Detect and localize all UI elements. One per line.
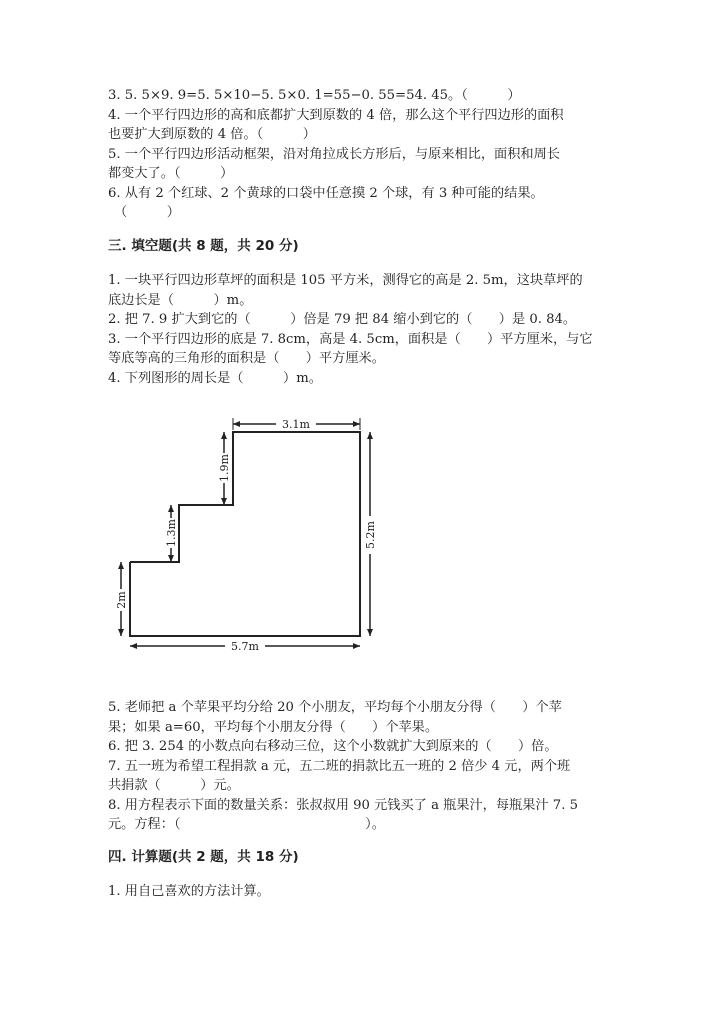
dim-left-label: 2m bbox=[115, 591, 128, 609]
dim-left-arrow-top bbox=[118, 562, 124, 569]
dim-step-low-label: 1.3m bbox=[165, 519, 178, 547]
fill-q3-line2: 等底等高的三角形的面积是（ ）平方厘米。 bbox=[108, 351, 385, 366]
judgement-q5-line2: 都变大了。（ ） bbox=[108, 166, 234, 181]
dim-right-arrow-bottom bbox=[367, 629, 373, 636]
dim-bottom-label: 5.7m bbox=[231, 640, 259, 653]
judgement-q5-line1: 5. 一个平行四边形活动框架，沿对角拉成长方形后，与原来相比，面积和周长 bbox=[108, 146, 560, 162]
perimeter-figure bbox=[108, 405, 378, 660]
judgement-q6-line2: （ ） bbox=[114, 205, 180, 220]
section4-heading: 四. 计算题(共 2 题，共 18 分) bbox=[108, 849, 299, 865]
dim-right-arrow-top bbox=[367, 432, 373, 439]
judgement-questions bbox=[108, 86, 618, 223]
dim-bottom-arrow-right bbox=[353, 643, 360, 649]
fill-q7-line1: 7. 五一班为希望工程捐款 a 元，五二班的捐款比五一班的 2 倍少 4 元，两个班 bbox=[108, 758, 571, 774]
judgement-q6-line1: 6. 从有 2 个红球、2 个黄球的口袋中任意摸 2 个球，有 3 种可能的结果。 bbox=[108, 185, 544, 201]
dim-top-label: 3.1m bbox=[282, 418, 310, 431]
section3-heading: 三. 填空题(共 8 题，共 20 分) bbox=[108, 238, 299, 254]
fill-q1-line1: 1. 一块平行四边形草坪的面积是 105 平方米，测得它的高是 2. 5m，这块草坪的 bbox=[108, 273, 583, 288]
section4-header bbox=[108, 847, 618, 867]
fill-q8-line2: 元。方程：（ ）。 bbox=[108, 817, 385, 832]
fill-q1-line2: 底边长是（ ）m。 bbox=[108, 292, 253, 308]
dim-step-high-arrow-top bbox=[221, 432, 227, 439]
fill-q2: 2. 把 7. 9 扩大到它的（ ）倍是 79 把 84 缩小到它的（ ）是 0. 84。 bbox=[108, 312, 577, 327]
fill-q7-line2: 共捐款（ ）元。 bbox=[108, 778, 240, 793]
judgement-q4-line1: 4. 一个平行四边形的高和底都扩大到原数的 4 倍，那么这个平行四边形的面积 bbox=[108, 107, 564, 123]
dim-top-arrow-right bbox=[353, 421, 360, 427]
judgement-q3: 3. 5. 5×9. 9=5. 5×10−5. 5×0. 1=55−0. 55=54. 45。（ ） bbox=[108, 88, 521, 103]
dim-step-high-arrow-bottom bbox=[221, 498, 227, 505]
fill-q4: 4. 下列图形的周长是（ ）m。 bbox=[108, 370, 322, 386]
fill-q5-line1: 5. 老师把 a 个苹果平均分给 20 个小朋友，平均每个小朋友分得（ ）个苹 bbox=[108, 700, 562, 715]
calc-questions bbox=[108, 882, 618, 902]
dim-bottom-arrow-left bbox=[130, 643, 137, 649]
fill-questions-a bbox=[108, 271, 618, 388]
fill-q5-line2: 果；如果 a=60，平均每个小朋友分得（ ）个苹果。 bbox=[108, 719, 439, 735]
dim-step-low-arrow-top bbox=[168, 505, 174, 512]
dim-right-label: 5.2m bbox=[364, 521, 377, 549]
section3-header bbox=[108, 236, 618, 256]
calc-q1: 1. 用自己喜欢的方法计算。 bbox=[108, 884, 270, 899]
fill-questions-b bbox=[108, 698, 618, 835]
dim-step-high-label: 1.9m bbox=[218, 454, 231, 482]
judgement-q4-line2: 也要扩大到原数的 4 倍。（ ） bbox=[108, 127, 316, 142]
fill-q8-line1: 8. 用方程表示下面的数量关系：张叔叔用 90 元钱买了 a 瓶果汁，每瓶果汁 7. 5 bbox=[108, 797, 578, 813]
dim-step-low-arrow-bottom bbox=[168, 555, 174, 562]
dim-left-arrow-bottom bbox=[118, 629, 124, 636]
fill-q6: 6. 把 3. 254 的小数点向右移动三位，这个小数就扩大到原来的（ ）倍。 bbox=[108, 739, 558, 754]
dim-top-arrow-left bbox=[233, 421, 240, 427]
fill-q3-line1: 3. 一个平行四边形的底是 7. 8cm，高是 4. 5cm，面积是（ ）平方厘米，与它 bbox=[108, 331, 593, 347]
